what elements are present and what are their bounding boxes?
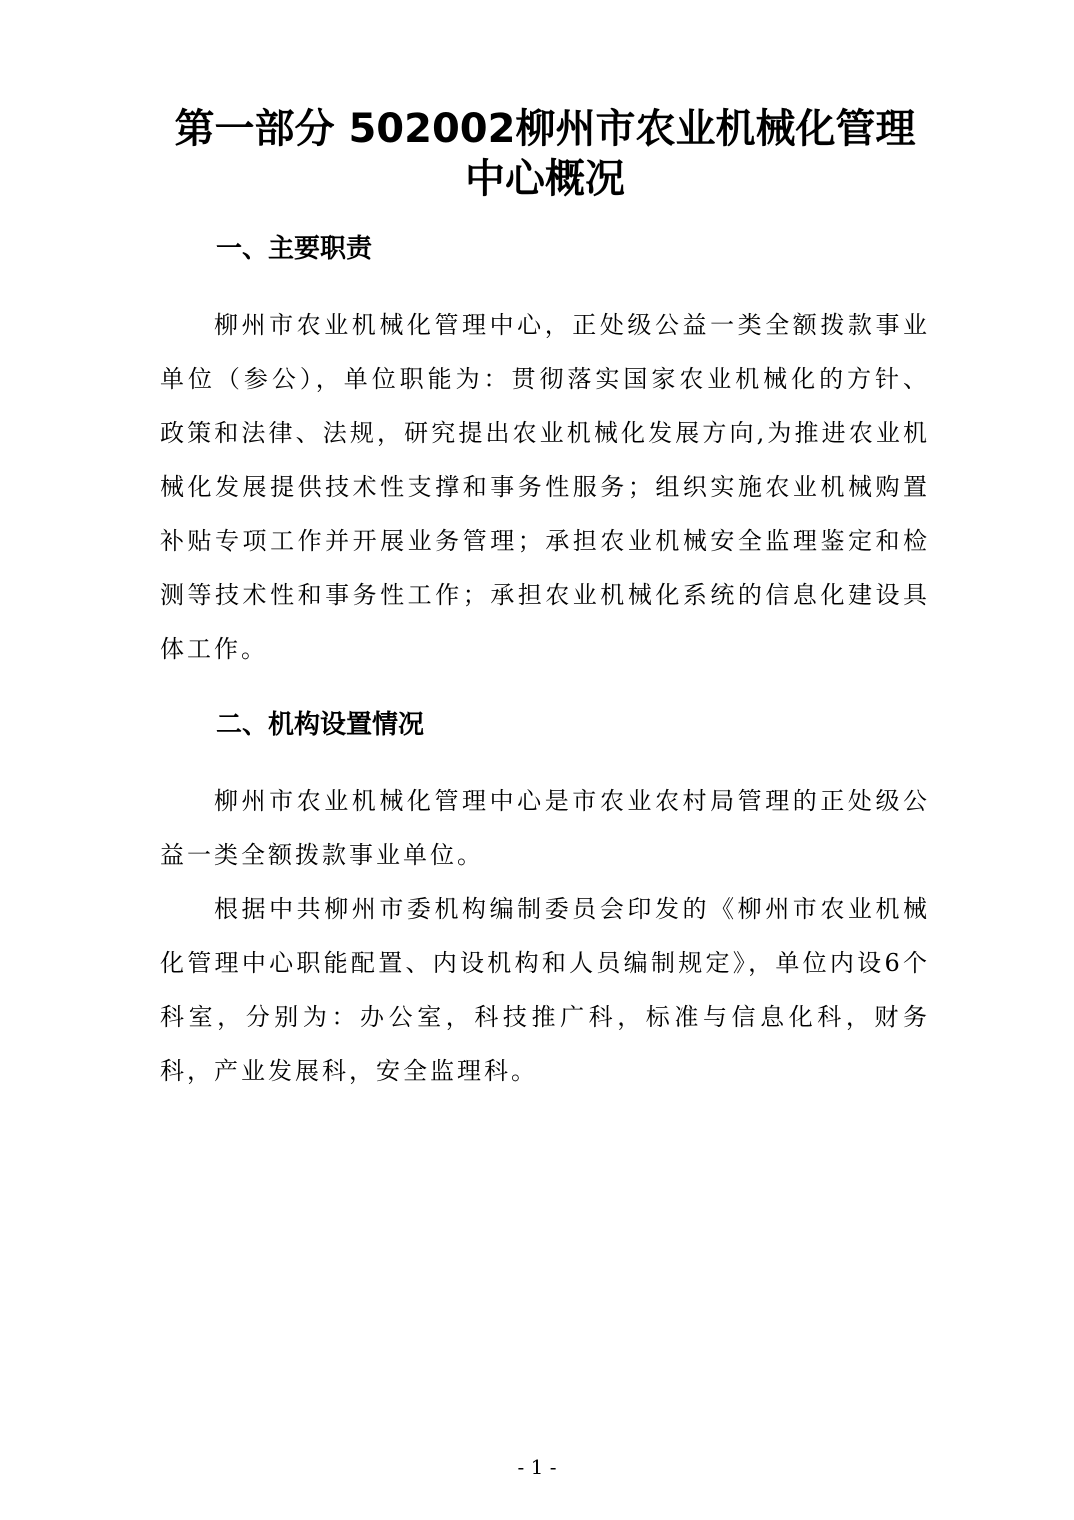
page-number: - 1 -: [517, 1455, 557, 1479]
section-heading-duties: 一、主要职责: [216, 234, 373, 264]
paragraph-duties: 柳州市农业机械化管理中心，正处级公益一类全额拨款事业单位（参公），单位职能为：贯彻落实国家农业机械化的方针、政策和法律、法规，研究提出农业机械化发展方向,为推进农业机械化发展提供技术性支撑和事务性服务；组织实施农业机械购置补贴专项工作并开展业务管理；承担农业机械安全监理鉴定和检测等技术性和事务性工作；承担农业机械化系统的信息化建设具体工作。: [160, 311, 930, 663]
section-heading-organization: 二、机构设置情况: [216, 710, 425, 740]
paragraph-organization-overview: 柳州市农业机械化管理中心是市农业农村局管理的正处级公益一类全额拨款事业单位。: [160, 787, 930, 869]
paragraph-organization-departments: 根据中共柳州市委机构编制委员会印发的《柳州市农业机械化管理中心职能配置、内设机构和人员编制规定》，单位内设6个科室，分别为：办公室，科技推广科，标准与信息化科，财务科，产业发展科，安全监理科。: [160, 895, 930, 1085]
page-title: 第一部分 502002柳州市农业机械化管理中心概况: [174, 106, 916, 202]
